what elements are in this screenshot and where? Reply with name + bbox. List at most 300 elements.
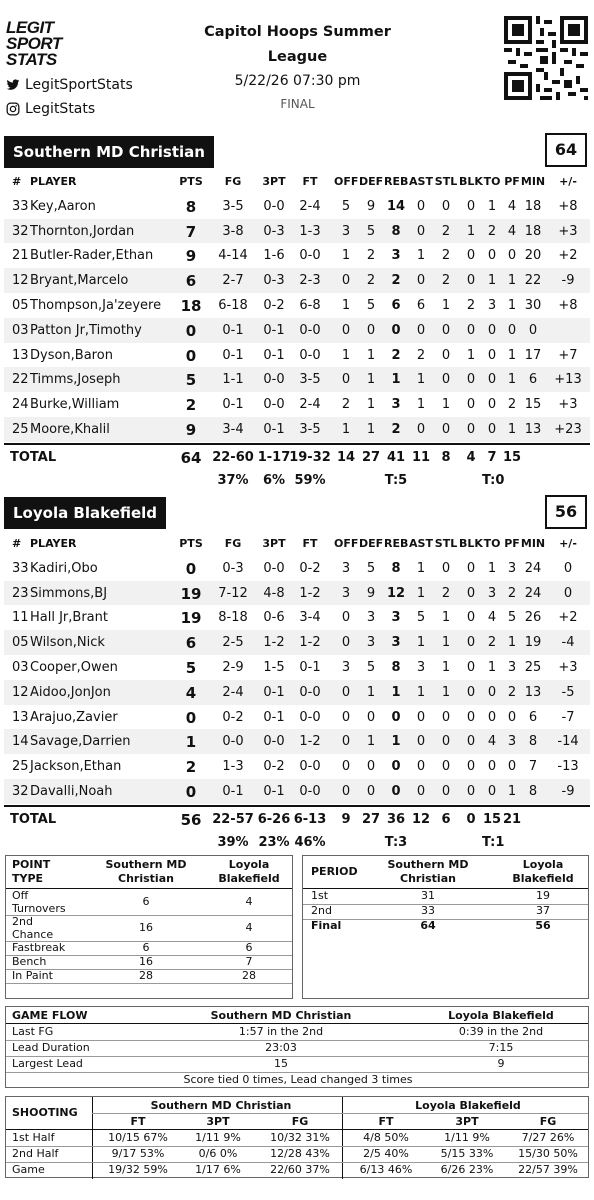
player-def: 1 — [366, 372, 376, 388]
player-ft: 0-0 — [299, 322, 321, 338]
total-pts: 56 — [180, 810, 202, 829]
player-fg: 0-1 — [222, 322, 244, 338]
player-def: 0 — [366, 784, 376, 799]
shooting-box: SHOOTING Southern MD Christian Loyola Blakefield FT 3PT FG FT 3PT FG 1st Half 10/15 67% 1/11 9% 10/32 31% 4/8 50% 1/11 9% 7/27 26% 2nd Half 9/17 53% 0/6 0% 12/28 43% 2/5 40% 5/15 33% 15/30 50% Game 19/32 59% 1/17 6% 22/60 37% 6/13 46% 6/26 23% 22/57 39% — [5, 1096, 589, 1178]
total-tpt: 1-17 — [257, 449, 291, 465]
period-label: 1st — [311, 889, 329, 902]
shooting-h-ft: 10/15 67% — [108, 1131, 168, 1144]
column-header-to: TO — [483, 537, 501, 550]
player-tpt: 1-2 — [263, 635, 285, 651]
game-flow-home-value: 1:57 in the 2nd — [238, 1025, 324, 1038]
player-num: 25 — [12, 422, 29, 437]
player-num: 05 — [12, 298, 29, 313]
player-ast: 1 — [416, 397, 426, 413]
player-pts: 0 — [185, 708, 197, 727]
player-def: 1 — [366, 422, 376, 437]
player-tpt: 0-2 — [263, 298, 285, 313]
player-off: 0 — [341, 709, 351, 725]
player-tpt: 0-0 — [263, 734, 285, 750]
player-name: Kadiri,Obo — [30, 560, 98, 576]
player-stl: 2 — [441, 273, 451, 289]
player-pm: -5 — [561, 684, 575, 700]
player-ast: 3 — [416, 660, 426, 675]
player-off: 2 — [341, 397, 351, 413]
player-to: 1 — [487, 660, 497, 675]
player-row — [4, 581, 590, 606]
player-tpt: 0-2 — [263, 759, 285, 775]
player-reb: 3 — [391, 248, 401, 264]
shooting-h-fg: 22/60 37% — [270, 1163, 330, 1176]
player-pts: 1 — [185, 733, 197, 752]
player-stl: 0 — [441, 347, 451, 363]
player-fg: 3-5 — [222, 198, 244, 214]
point-type-away-value: 4 — [245, 921, 253, 934]
player-min: 8 — [528, 784, 538, 799]
player-pf: 0 — [507, 322, 517, 338]
player-off: 1 — [341, 248, 351, 264]
player-reb: 3 — [391, 397, 401, 413]
game-flow-home-value: 23:03 — [265, 1041, 297, 1054]
player-pts: 19 — [180, 609, 202, 628]
column-header-off: OFF — [334, 537, 359, 550]
shooting-col-header: FT — [130, 1115, 146, 1128]
player-blk: 0 — [466, 759, 476, 775]
player-def: 5 — [366, 560, 376, 576]
period-label: 2nd — [311, 904, 332, 917]
player-fg: 0-3 — [222, 560, 244, 576]
player-stl: 1 — [441, 298, 451, 313]
player-ft: 0-0 — [299, 759, 321, 775]
player-num: 23 — [12, 585, 29, 601]
player-fg: 0-1 — [222, 784, 244, 799]
player-def: 1 — [366, 734, 376, 750]
total-fg_pct: 39% — [217, 834, 249, 850]
player-ft: 3-4 — [299, 610, 321, 626]
player-blk: 0 — [466, 684, 476, 700]
shooting-a-ft: 2/5 40% — [363, 1147, 409, 1160]
player-reb: 1 — [391, 734, 401, 750]
player-ft: 0-0 — [299, 248, 321, 264]
player-def: 3 — [366, 610, 376, 626]
instagram-handle: LegitStats — [25, 101, 96, 117]
player-ast: 6 — [416, 298, 426, 313]
player-row — [4, 367, 590, 392]
player-off: 1 — [341, 298, 351, 313]
shooting-h-fg: 12/28 43% — [270, 1147, 330, 1160]
player-off: 3 — [341, 223, 351, 239]
player-fg: 8-18 — [218, 610, 248, 626]
player-pf: 1 — [507, 784, 517, 799]
player-off: 0 — [341, 273, 351, 289]
total-team_reb: T:3 — [384, 834, 408, 850]
player-blk: 0 — [466, 610, 476, 626]
player-pf: 1 — [507, 273, 517, 289]
player-to: 4 — [487, 734, 497, 750]
player-reb: 12 — [386, 585, 406, 601]
point-type-label: In Paint — [12, 969, 53, 982]
player-pm: -9 — [561, 273, 575, 289]
player-ast: 0 — [416, 198, 426, 214]
player-ft: 1-3 — [299, 223, 321, 239]
player-min: 22 — [524, 273, 542, 289]
total-fg_pct: 37% — [217, 472, 249, 488]
point-type-home-value: 16 — [139, 921, 153, 934]
total-off: 14 — [336, 449, 356, 465]
player-tpt: 0-6 — [263, 610, 285, 626]
player-pf: 4 — [507, 198, 517, 214]
column-header-pf: PF — [504, 175, 520, 188]
point-type-away-value: 4 — [245, 895, 253, 908]
player-tpt: 0-0 — [263, 372, 285, 388]
player-num: 32 — [12, 784, 29, 799]
player-def: 3 — [366, 635, 376, 651]
player-reb: 0 — [391, 759, 401, 775]
player-ft: 1-2 — [299, 734, 321, 750]
player-ast: 1 — [416, 585, 426, 601]
player-off: 5 — [341, 198, 351, 214]
player-def: 9 — [366, 198, 376, 214]
player-off: 0 — [341, 372, 351, 388]
player-min: 18 — [524, 198, 542, 214]
column-header-pf: PF — [504, 537, 520, 550]
shooting-col-header: FG — [539, 1115, 557, 1128]
player-name: Burke,William — [30, 397, 120, 413]
player-def: 5 — [366, 660, 376, 675]
player-stl: 1 — [441, 660, 451, 675]
shooting-a-fg: 15/30 50% — [518, 1147, 578, 1160]
player-ast: 0 — [416, 734, 426, 750]
player-row — [4, 705, 590, 730]
away-team-score: 56 — [545, 495, 587, 529]
player-pts: 9 — [185, 421, 197, 439]
player-to: 4 — [487, 610, 497, 626]
player-to: 2 — [487, 635, 497, 651]
point-type-label: Off — [12, 889, 29, 902]
player-name: Dyson,Baron — [30, 347, 113, 363]
player-name: Aidoo,JonJon — [30, 684, 111, 700]
player-pf: 1 — [507, 422, 517, 437]
player-to: 0 — [487, 248, 497, 264]
player-def: 2 — [366, 248, 376, 264]
player-num: 24 — [12, 397, 29, 413]
player-to: 0 — [487, 422, 497, 437]
player-ast: 1 — [416, 560, 426, 576]
total-blk: 4 — [466, 449, 476, 465]
game-flow-home-value: 15 — [274, 1057, 288, 1070]
period-home-score: 33 — [421, 904, 435, 917]
player-reb: 8 — [391, 223, 401, 239]
player-tpt: 0-1 — [263, 709, 285, 725]
point-type-home-value: 6 — [142, 895, 150, 908]
total-stl: 8 — [441, 449, 451, 465]
player-off: 1 — [341, 422, 351, 437]
column-header-to: TO — [483, 175, 501, 188]
player-to: 0 — [487, 322, 497, 338]
player-fg: 6-18 — [218, 298, 248, 313]
column-header-stl: STL — [434, 537, 458, 550]
point-type-label: Bench — [12, 955, 47, 968]
player-pf: 2 — [507, 684, 517, 700]
game-status: FINAL — [280, 97, 315, 111]
column-header-fg: FG — [224, 537, 242, 550]
player-min: 18 — [524, 223, 542, 239]
player-row — [4, 194, 590, 219]
player-pm: -7 — [561, 709, 575, 725]
player-off: 3 — [341, 560, 351, 576]
player-reb: 8 — [391, 560, 401, 576]
total-stl: 6 — [441, 811, 451, 827]
player-stl: 0 — [441, 759, 451, 775]
player-stl: 2 — [441, 248, 451, 264]
column-header-ft: FT — [302, 537, 318, 550]
player-row — [4, 417, 590, 442]
player-off: 0 — [341, 784, 351, 799]
player-num: 33 — [12, 560, 29, 576]
player-name: Jackson,Ethan — [30, 759, 122, 775]
player-name: Savage,Darrien — [30, 734, 131, 750]
player-pts: 0 — [185, 321, 197, 340]
player-ast: 0 — [416, 422, 426, 437]
player-num: 21 — [12, 248, 29, 264]
player-reb: 0 — [391, 322, 401, 338]
player-row — [4, 754, 590, 779]
player-pts: 0 — [185, 783, 197, 801]
player-row — [4, 318, 590, 343]
total-fg: 22-60 — [212, 449, 254, 465]
player-def: 5 — [366, 298, 376, 313]
total-def: 27 — [361, 449, 381, 465]
home-total-row — [4, 445, 590, 470]
player-def: 2 — [366, 273, 376, 289]
player-reb: 1 — [391, 684, 401, 700]
player-num: 12 — [12, 273, 29, 289]
player-ft: 0-0 — [299, 709, 321, 725]
total-team_reb: T:5 — [384, 472, 408, 488]
player-reb: 8 — [391, 660, 401, 675]
player-to: 0 — [487, 709, 497, 725]
player-def: 0 — [366, 322, 376, 338]
player-ft: 0-1 — [299, 660, 321, 675]
instagram-link[interactable] — [6, 101, 95, 117]
player-ast: 0 — [416, 223, 426, 239]
player-name: Davalli,Noah — [30, 784, 113, 799]
player-row — [4, 630, 590, 655]
total-ft_pct: 46% — [294, 834, 326, 850]
player-blk: 1 — [466, 223, 476, 239]
player-fg: 1-3 — [222, 759, 244, 775]
player-tpt: 0-0 — [263, 397, 285, 413]
player-row — [4, 779, 590, 804]
column-header-num: # — [12, 537, 22, 550]
player-tpt: 0-1 — [263, 347, 285, 363]
player-blk: 2 — [466, 298, 476, 313]
player-fg: 0-1 — [222, 397, 244, 413]
player-name: Butler-Rader,Ethan — [30, 248, 154, 264]
shooting-col-header: 3PT — [206, 1115, 230, 1128]
shooting-col-header: FT — [378, 1115, 394, 1128]
player-blk: 0 — [466, 660, 476, 675]
period-away-score: 37 — [536, 904, 550, 917]
player-stl: 0 — [441, 560, 451, 576]
player-min: 13 — [524, 422, 542, 437]
player-tpt: 0-1 — [263, 422, 285, 437]
player-min: 6 — [528, 709, 538, 725]
player-stl: 1 — [441, 635, 451, 651]
player-off: 0 — [341, 759, 351, 775]
player-stl: 0 — [441, 784, 451, 799]
away-total-row — [4, 807, 590, 832]
player-num: 12 — [12, 684, 29, 700]
player-ast: 1 — [416, 635, 426, 651]
period-away-score: 19 — [536, 889, 550, 902]
away-team-name: Loyola Blakefield — [4, 497, 166, 529]
total-to: 15 — [482, 811, 502, 827]
player-def: 1 — [366, 684, 376, 700]
shooting-a-3pt: 5/15 33% — [440, 1147, 494, 1160]
player-pf: 3 — [507, 560, 517, 576]
player-pf: 0 — [507, 248, 517, 264]
column-header-ft: FT — [302, 175, 318, 188]
column-header-pts: PTS — [179, 175, 203, 188]
player-num: 03 — [12, 322, 29, 338]
player-fg: 1-1 — [222, 372, 244, 388]
total-tpt: 6-26 — [257, 811, 291, 827]
column-header-fg: FG — [224, 175, 242, 188]
player-stl: 0 — [441, 734, 451, 750]
player-pm: +8 — [558, 298, 578, 313]
shooting-h-fg: 10/32 31% — [270, 1131, 330, 1144]
player-reb: 2 — [391, 422, 401, 437]
away-total-pct-row — [4, 830, 590, 855]
player-pm: +2 — [558, 248, 578, 264]
player-def: 0 — [366, 759, 376, 775]
player-pts: 5 — [185, 371, 197, 390]
player-def: 9 — [366, 585, 376, 601]
total-team_to: T:1 — [482, 834, 505, 850]
player-min: 30 — [524, 298, 542, 313]
player-reb: 2 — [391, 273, 401, 289]
player-min: 0 — [528, 322, 538, 338]
total-to: 7 — [487, 449, 497, 465]
period-home-score: 64 — [420, 919, 436, 932]
player-reb: 0 — [391, 709, 401, 725]
period-home-score: 31 — [421, 889, 435, 902]
player-pts: 5 — [185, 659, 197, 677]
player-ast: 0 — [416, 273, 426, 289]
total-team_to: T:0 — [482, 472, 505, 488]
column-header-ast: AST — [409, 537, 433, 550]
player-to: 3 — [487, 298, 497, 313]
instagram-icon — [6, 102, 20, 116]
player-fg: 7-12 — [218, 585, 248, 601]
player-name: Moore,Khalil — [30, 422, 110, 437]
game-flow-footer: Score tied 0 times, Lead changed 3 times — [183, 1073, 413, 1086]
player-to: 0 — [487, 372, 497, 388]
shooting-row-label: 2nd Half — [12, 1147, 59, 1160]
player-stl: 0 — [441, 372, 451, 388]
player-row — [4, 729, 590, 754]
column-header-tpt: 3PT — [262, 175, 286, 188]
player-pts: 2 — [185, 758, 197, 777]
player-blk: 1 — [466, 347, 476, 363]
player-min: 7 — [528, 759, 538, 775]
player-ft: 0-0 — [299, 684, 321, 700]
player-fg: 2-4 — [222, 684, 244, 700]
shooting-h-3pt: 1/11 9% — [195, 1131, 241, 1144]
player-pts: 0 — [185, 559, 197, 578]
column-header-num: # — [12, 175, 22, 188]
player-def: 0 — [366, 709, 376, 725]
game-flow-box: GAME FLOW Southern MD Christian Loyola Blakefield Last FG 1:57 in the 2nd 0:39 in the 2nd Lead Duration 23:03 7:15 Largest Lead 15 9 Score tied 0 times, Lead changed 3 times — [5, 1006, 589, 1088]
player-to: 1 — [487, 198, 497, 214]
player-pf: 1 — [507, 347, 517, 363]
total-ast: 12 — [411, 811, 431, 827]
player-num: 05 — [12, 635, 29, 651]
player-blk: 0 — [466, 372, 476, 388]
game-flow-away-value: 9 — [497, 1057, 505, 1070]
player-stl: 1 — [441, 397, 451, 413]
player-row — [4, 243, 590, 268]
brand-logo: LEGIT SPORT STATS — [6, 18, 62, 69]
player-ast: 5 — [416, 610, 426, 626]
player-ft: 6-8 — [299, 298, 321, 313]
player-to: 0 — [487, 684, 497, 700]
player-fg: 2-5 — [222, 635, 244, 651]
shooting-h-3pt: 0/6 0% — [198, 1147, 238, 1160]
player-blk: 0 — [466, 248, 476, 264]
shooting-row-label: 1st Half — [12, 1131, 55, 1144]
player-pf: 5 — [507, 610, 517, 626]
player-tpt: 0-0 — [263, 560, 285, 576]
player-reb: 14 — [386, 198, 406, 214]
twitter-link[interactable] — [6, 77, 133, 93]
total-pf: 15 — [502, 449, 522, 465]
player-min: 15 — [524, 397, 542, 413]
player-pm: -9 — [561, 784, 575, 799]
shooting-a-fg: 22/57 39% — [518, 1163, 578, 1176]
player-num: 13 — [12, 347, 29, 363]
player-blk: 0 — [466, 322, 476, 338]
shooting-row-label: Game — [12, 1163, 45, 1176]
player-num: 14 — [12, 734, 29, 750]
player-pts: 7 — [185, 222, 197, 241]
point-type-away-value: 28 — [242, 969, 256, 982]
player-pf: 3 — [507, 734, 517, 750]
player-row — [4, 293, 590, 318]
player-tpt: 0-3 — [263, 223, 285, 239]
shooting-h-ft: 9/17 53% — [111, 1147, 165, 1160]
game-flow-label: Last FG — [12, 1025, 54, 1038]
player-num: 25 — [12, 759, 29, 775]
shooting-a-3pt: 1/11 9% — [444, 1131, 490, 1144]
player-reb: 3 — [391, 635, 401, 651]
home-header-row — [4, 169, 590, 194]
player-name: Key,Aaron — [30, 198, 96, 214]
column-header-min: MIN — [520, 537, 546, 550]
player-pts: 8 — [185, 197, 197, 216]
player-to: 0 — [487, 759, 497, 775]
player-stl: 1 — [441, 684, 451, 700]
point-type-label-line2: Chance — [12, 928, 54, 941]
player-min: 25 — [524, 660, 542, 675]
point-type-label-line2: Turnovers — [12, 902, 66, 915]
total-ft: 19-32 — [289, 449, 331, 465]
player-pf: 1 — [507, 635, 517, 651]
player-off: 0 — [341, 635, 351, 651]
total-num: TOTAL — [10, 811, 57, 827]
player-reb: 6 — [391, 298, 401, 313]
total-def: 27 — [361, 811, 381, 827]
